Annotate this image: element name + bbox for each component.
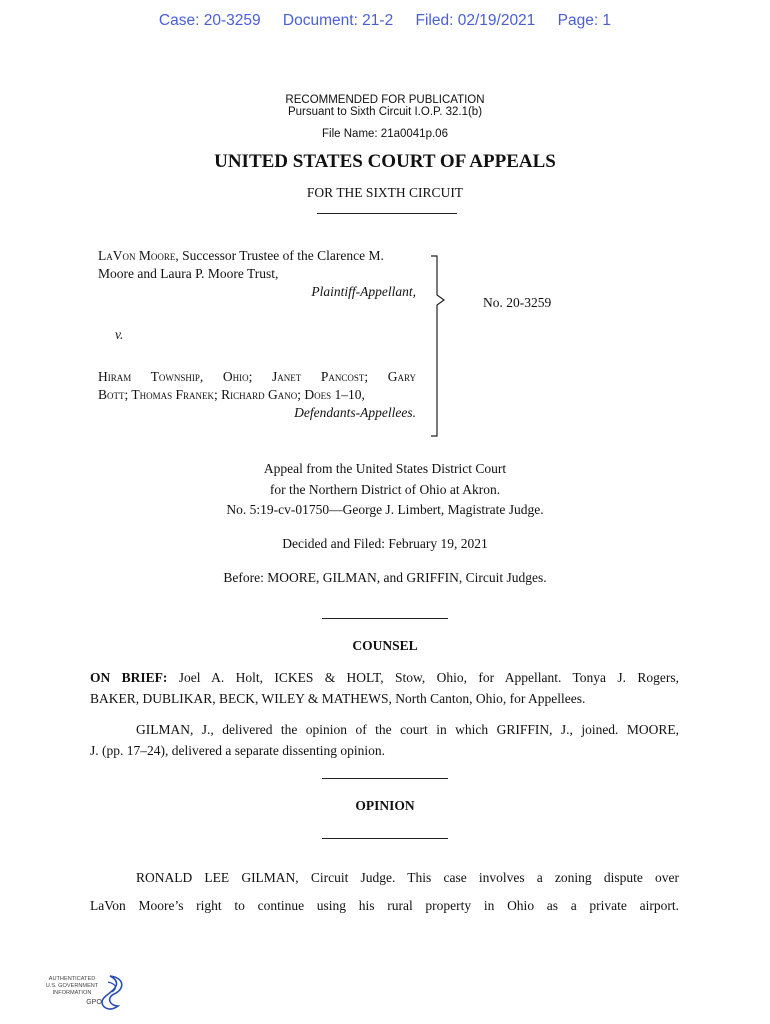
court-title: UNITED STATES COURT OF APPEALS [214, 151, 556, 172]
eagle-emblem-icon [102, 976, 122, 1009]
opinion-note-line-2: J. (pp. 17–24), delivered a separate dissenting opinion. [90, 742, 386, 758]
plaintiff-block [98, 247, 416, 301]
opinion-note-line-1: GILMAN, J., delivered the opinion of the court in which GRIFFIN, J., joined. MOORE, [136, 722, 679, 737]
defendants-line-1: Hiram Township, Ohio; Janet Pancost; Gary [98, 369, 416, 384]
appeal-line-3: No. 5:19-cv-01750—George J. Limbert, Magistrate Judge. [226, 502, 544, 517]
appeal-block [0, 459, 770, 521]
plaintiff-trust: Moore and Laura P. Moore Trust, [98, 266, 279, 281]
counsel-paragraph [90, 668, 679, 709]
seal-line-2: U.S. GOVERNMENT [45, 983, 99, 989]
publication-rule: Pursuant to Sixth Circuit I.O.P. 32.1(b) [287, 106, 483, 118]
seal-line-3: INFORMATION [52, 990, 92, 996]
appeal-line-1: Appeal from the United States District Court [263, 461, 507, 476]
seal-gpo: GPO [86, 999, 102, 1006]
court-circuit: FOR THE SIXTH CIRCUIT [306, 185, 464, 200]
gpo-authentication-seal [44, 972, 130, 1018]
counsel-line-1: Joel A. Holt, ICKES & HOLT, Stow, Ohio, for Appellant. Tonya J. Rogers, [167, 670, 679, 685]
plaintiff-role: Plaintiff-Appellant, [311, 284, 416, 299]
page-number: Page: 1 [557, 12, 612, 29]
plaintiff-name: LaVon Moore [98, 248, 176, 263]
opinion-line-2: LaVon Moore’s right to continue using his rural property in Ohio as a private airport. [90, 898, 679, 913]
defendants-block [98, 368, 416, 422]
seal-line-1: AUTHENTICATED [48, 976, 96, 982]
plaintiff-title: , Successor Trustee of the Clarence M. [175, 248, 384, 263]
opinion-paragraph [90, 864, 679, 920]
counsel-divider [322, 618, 448, 619]
defendants-line-2: Bott; Thomas Franek; Richard Gano; Does 1–10, [98, 387, 365, 402]
panel-judges: Before: MOORE, GILMAN, and GRIFFIN, Circuit Judges. [223, 570, 547, 585]
docket-number: No. 20-3259 [483, 295, 552, 310]
decided-date: Decided and Filed: February 19, 2021 [282, 536, 488, 551]
case-number: Case: 20-3259 [158, 12, 261, 29]
appeal-line-2: for the Northern District of Ohio at Akron. [269, 481, 501, 497]
versus: v. [115, 327, 124, 342]
case-header [0, 12, 770, 30]
caption-bracket [430, 255, 450, 437]
title-divider [317, 213, 457, 214]
opinion-heading: OPINION [355, 798, 415, 813]
filed-date: Filed: 02/19/2021 [415, 12, 536, 29]
file-name: File Name: 21a0041p.06 [322, 128, 448, 140]
counsel-line-2: BAKER, DUBLIKAR, BECK, WILEY & MATHEWS, North Canton, Ohio, for Appellees. [90, 690, 586, 706]
on-brief-label: ON BRIEF: [90, 670, 168, 685]
opinion-divider-bottom [322, 838, 448, 839]
publication-recommendation: RECOMMENDED FOR PUBLICATION [285, 94, 485, 106]
counsel-heading: COUNSEL [352, 638, 418, 653]
opinion-line-1: RONALD LEE GILMAN, Circuit Judge. This case involves a zoning dispute over [136, 870, 679, 885]
document-number: Document: 21-2 [282, 12, 394, 29]
opinion-divider-top [322, 778, 448, 779]
opinion-note [90, 720, 679, 761]
defendants-role: Defendants-Appellees. [294, 405, 416, 420]
